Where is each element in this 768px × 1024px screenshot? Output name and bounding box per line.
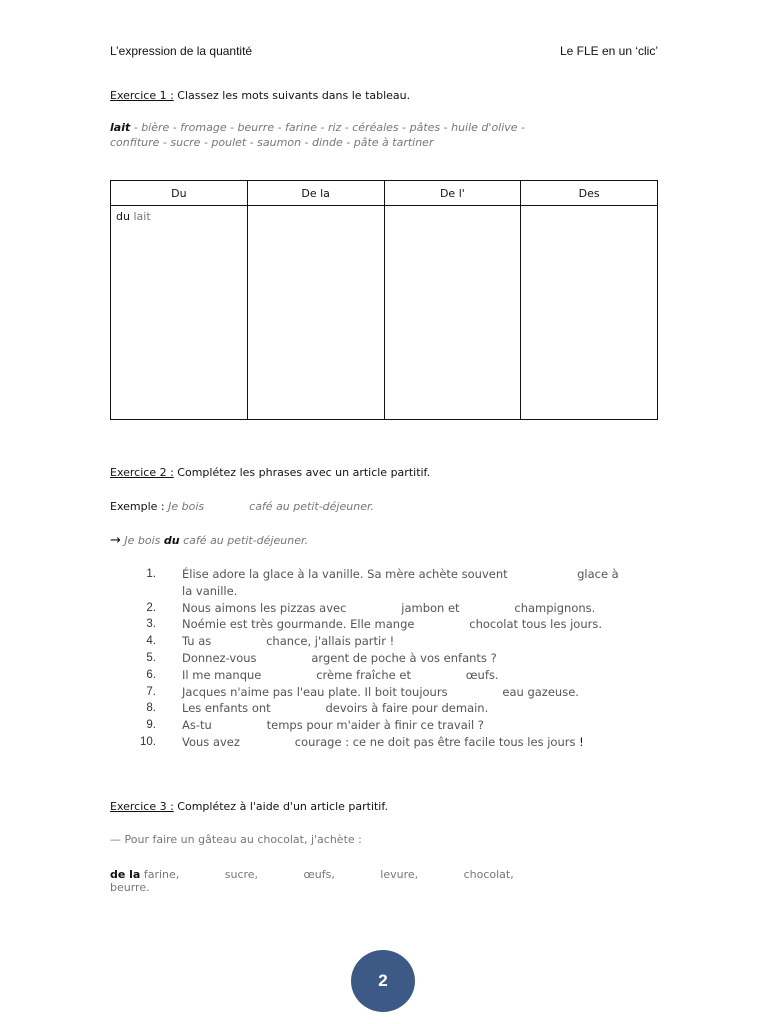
list-item	[130, 700, 660, 717]
cell-example-article: du	[116, 210, 130, 223]
exercise2-label: Exercice 2 :	[110, 466, 174, 479]
item-text: Les enfants ont devoirs à faire pour demain.	[182, 701, 489, 716]
item-text: Jacques n'aime pas l'eau plate. Il boit toujours eau gazeuse.	[182, 684, 579, 699]
answer-article: du	[163, 534, 180, 547]
list-item	[130, 650, 660, 667]
column-header-de-l: De l'	[384, 181, 521, 206]
word-list-line2: confiture - sucre - poulet - saumon - dinde - pâte à tartiner	[110, 136, 434, 149]
exercise3-label: Exercice 3 :	[110, 800, 174, 813]
item-number: 8.	[146, 702, 156, 715]
list-item	[130, 734, 660, 751]
example-line	[110, 500, 374, 513]
item-number: 2.	[146, 601, 156, 614]
example-label: Exemple :	[110, 500, 165, 513]
item-text: Vous avez courage : ce ne doit pas être facile tous les jours	[182, 734, 576, 749]
exercise2-title	[110, 466, 430, 479]
item-text: Nous aimons les pizzas avec jambon et champignons.	[182, 600, 596, 615]
classification-table	[110, 180, 658, 420]
exercise1-title	[110, 89, 410, 102]
item-text: Tu as chance, j'allais partir !	[182, 634, 395, 649]
list-item	[130, 667, 660, 684]
item-number: 1.	[146, 568, 156, 580]
header-right-title: Le FLE en un ‘clic’	[559, 44, 658, 58]
exercise2-sentence-list	[130, 566, 660, 751]
example-part2: café au petit-déjeuner.	[249, 500, 374, 513]
cell-de-la[interactable]	[247, 206, 384, 420]
word-list-line1: - bière - fromage - beurre - farine - riz - céréales - pâtes - huile d'olive -	[130, 121, 526, 134]
list-item	[130, 684, 660, 701]
item-text-continued: la vanille.	[182, 583, 238, 598]
column-header-des: Des	[521, 181, 658, 206]
exercise3-first-article: de la	[110, 868, 141, 881]
exercise3-items-line2: beurre.	[110, 881, 150, 894]
item-text-end: !	[575, 734, 584, 749]
cell-de-l[interactable]	[384, 206, 521, 420]
item-number: 6.	[146, 668, 156, 681]
exercise3-instruction: Complétez à l'aide d'un article partitif.	[173, 800, 388, 813]
item-number: 3.	[146, 618, 156, 631]
list-item	[130, 717, 660, 734]
header-left-title: L’expression de la quantité	[110, 44, 253, 58]
item-text: As-tu temps pour m'aider à finir ce travail ?	[182, 718, 484, 733]
exercise1-word-list	[110, 120, 630, 150]
exercise3-items	[110, 868, 514, 894]
exercise2-instruction: Complétez les phrases avec un article partitif.	[173, 466, 431, 479]
exercise1-label: Exercice 1 :	[110, 89, 174, 102]
column-header-du: Du	[111, 181, 248, 206]
item-number: 10.	[140, 735, 156, 748]
example-part1: Je bois	[164, 500, 205, 513]
item-number: 4.	[146, 635, 156, 648]
answer-part2: café au petit-déjeuner.	[179, 534, 308, 547]
answer-line	[110, 533, 308, 548]
exercise3-items-line1: farine, sucre, œufs, levure, chocolat,	[140, 868, 514, 881]
page-number-badge: 2	[351, 950, 415, 1012]
item-text: Donnez-vous argent de poche à vos enfants ?	[182, 650, 497, 665]
item-text: Il me manque crème fraîche et œufs.	[182, 667, 499, 682]
arrow-icon: →	[110, 533, 121, 548]
item-number: 5.	[146, 651, 156, 664]
item-text: Élise adore la glace à la vanille. Sa mère achète souvent glace à	[182, 567, 619, 581]
exercise3-intro: — Pour faire un gâteau au chocolat, j'achète :	[110, 833, 362, 846]
exercise3-title	[110, 800, 388, 813]
exercise1-instruction: Classez les mots suivants dans le tableau.	[173, 89, 411, 102]
list-item	[130, 616, 660, 633]
list-item	[130, 600, 660, 617]
cell-du[interactable]	[111, 206, 248, 420]
list-item	[130, 633, 660, 650]
answer-part1: Je bois	[120, 534, 164, 547]
column-header-de-la: De la	[247, 181, 384, 206]
cell-des[interactable]	[521, 206, 658, 420]
item-text: Noémie est très gourmande. Elle mange chocolat tous les jours.	[182, 617, 602, 632]
word-list-first-word: lait	[110, 121, 131, 134]
cell-example-word: lait	[129, 210, 151, 223]
item-number: 9.	[146, 719, 156, 732]
item-number: 7.	[146, 685, 156, 698]
list-item	[130, 566, 660, 600]
